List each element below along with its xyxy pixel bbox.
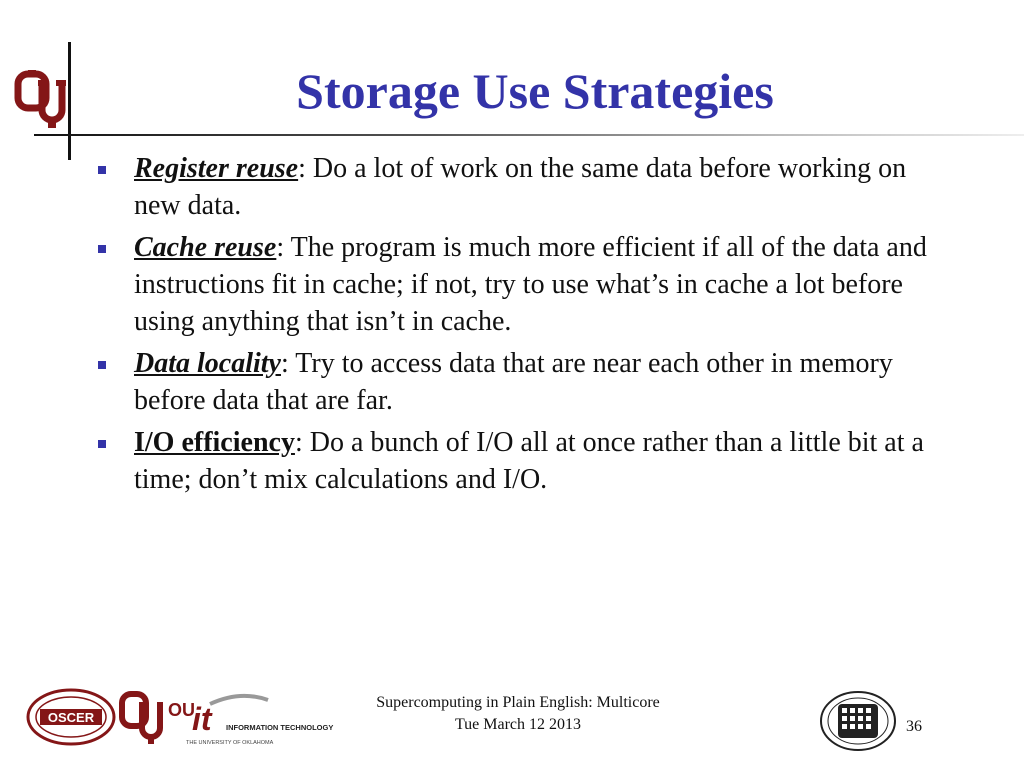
supercomputing-logo-icon bbox=[818, 690, 898, 752]
oscer-logo-icon bbox=[26, 688, 116, 746]
svg-text:OU: OU bbox=[168, 700, 195, 720]
footer-date: Tue March 12 2013 bbox=[454, 716, 582, 733]
bullet-text: : The program is much more efficient if all of the data and instructions fit in cache; if not, try to use what’s in cache a lot before using anything that isn’t in cache. bbox=[134, 232, 927, 337]
it-label: INFORMATION TECHNOLOGY bbox=[226, 723, 334, 732]
square-bullet-icon bbox=[98, 440, 106, 448]
bullet-term: Data locality bbox=[134, 348, 281, 379]
square-bullet-icon bbox=[98, 245, 106, 253]
svg-text:it: it bbox=[192, 701, 212, 737]
bullet-item bbox=[96, 345, 946, 419]
footer-text bbox=[318, 692, 718, 736]
footer-course-title: Supercomputing in Plain English: Multicore bbox=[376, 694, 660, 711]
bullet-text: : Do a lot of work on the same data before working on new data. bbox=[134, 153, 907, 221]
bullet-item bbox=[96, 424, 946, 498]
slide-title: Storage Use Strategies bbox=[296, 63, 774, 119]
bullet-text: : Try to access data that are near each other in memory before data that are far. bbox=[134, 348, 893, 416]
bullet-item bbox=[96, 150, 946, 224]
bullet-item bbox=[96, 229, 946, 340]
bullet-term: Register reuse bbox=[134, 153, 299, 184]
bullet-list bbox=[96, 150, 946, 503]
square-bullet-icon bbox=[98, 361, 106, 369]
ou-logo-icon bbox=[16, 68, 66, 130]
bullet-term: Cache reuse bbox=[134, 232, 277, 263]
bullet-text: : Do a bunch of I/O all at once rather than a little bit at a time; don’t mix calculations and I/O. bbox=[134, 427, 924, 495]
oscer-label: OSCER bbox=[47, 710, 95, 725]
ou-small-logo-icon bbox=[120, 688, 164, 746]
horizontal-rule bbox=[34, 134, 1024, 136]
vertical-rule bbox=[68, 42, 71, 160]
bullet-term: I/O efficiency bbox=[134, 427, 295, 458]
it-sub-label: THE UNIVERSITY OF OKLAHOMA bbox=[186, 740, 274, 746]
square-bullet-icon bbox=[98, 166, 106, 174]
it-logo-icon bbox=[166, 690, 334, 748]
page-number: 36 bbox=[906, 718, 922, 735]
